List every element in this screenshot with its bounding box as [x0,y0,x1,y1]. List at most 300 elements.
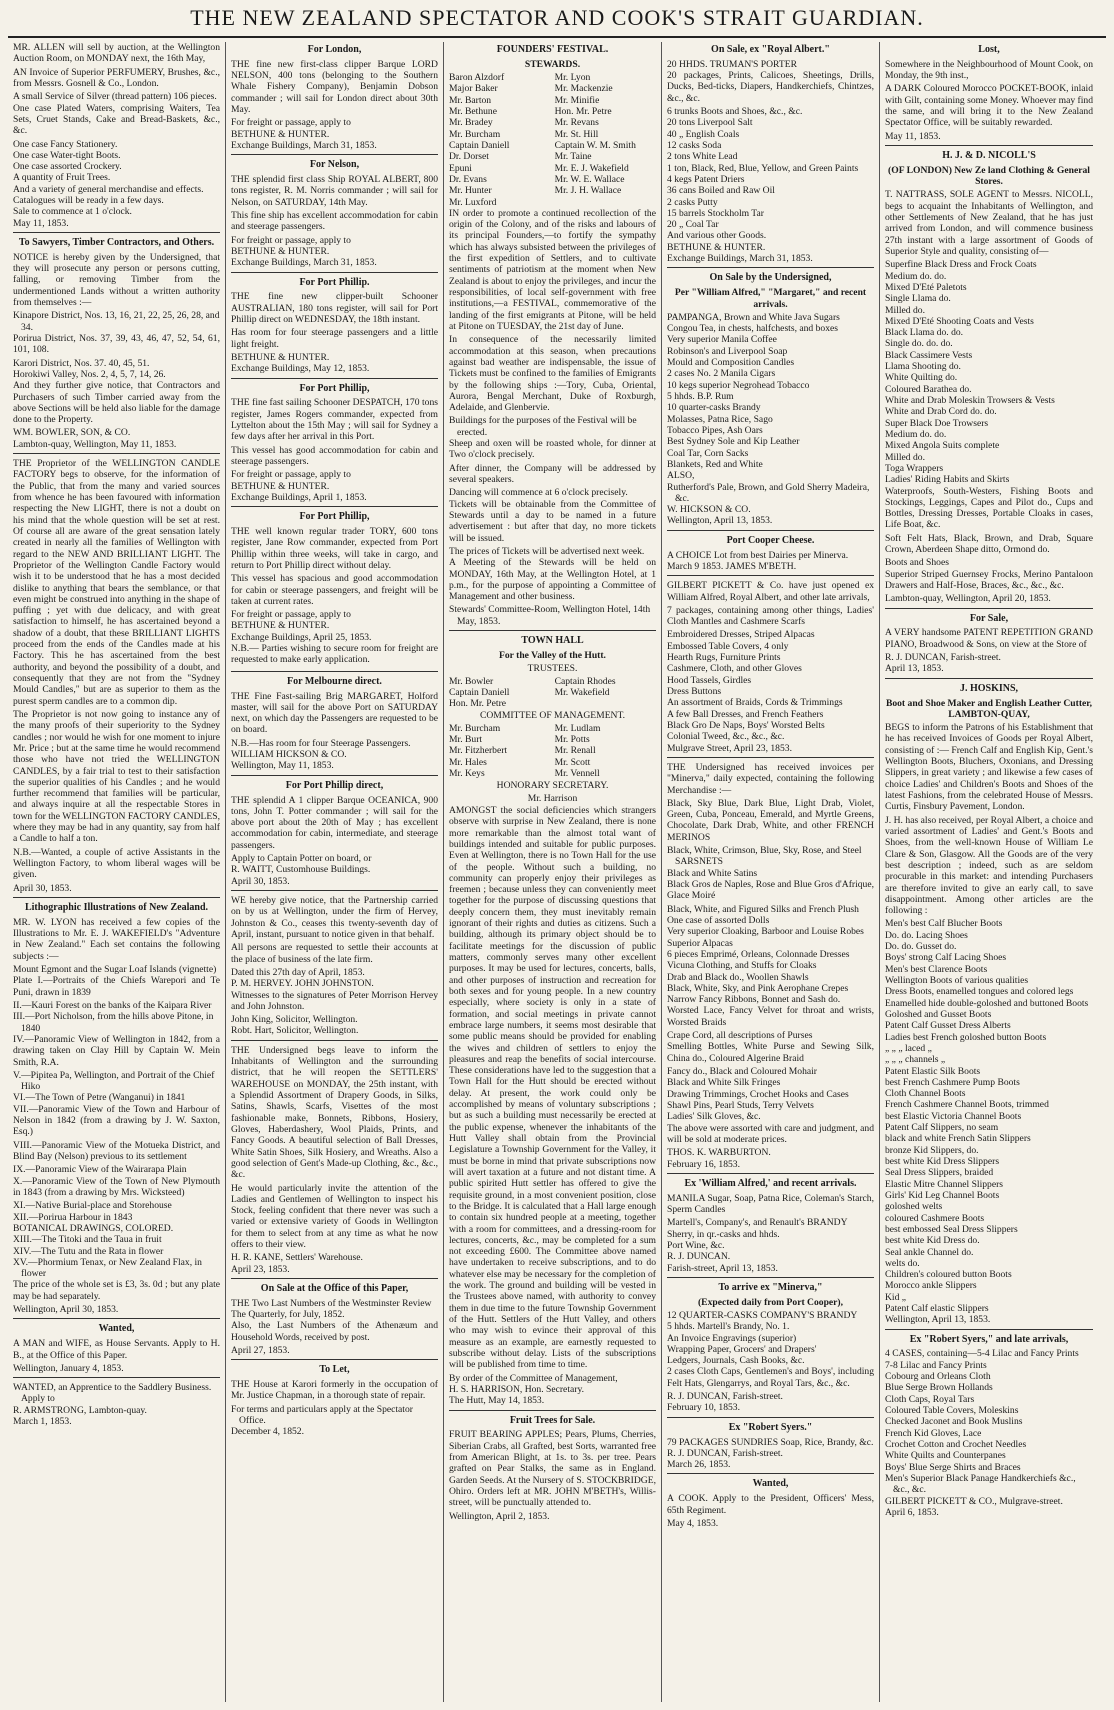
ad-text: R. J. DUNCAN, Farish-street. [885,652,1001,664]
ad-text: Blankets, Red and White [667,458,763,470]
steward-row [449,197,656,208]
ad-text: THE fine fast sailing Schooner DESPATCH, 170 tons register, James Rogers commander, expected from Lyttelton about the 15th May ; will sail for Sydney a few days after her arrival in this Port. [231,397,438,443]
ad-text: Men's best Clarence Boots [885,963,988,975]
ad-text: Embroidered Dresses, Striped Alpacas [667,629,815,641]
trustee-left: Mr. Bowler [449,675,494,687]
steward-left: Mr. Bethune [449,106,497,118]
ad-title: H. J. & D. NICOLL'S [942,149,1036,161]
ad-text: Cloth Caps, Royal Tars [885,1393,975,1405]
steward-row [449,185,656,196]
ad-text: Goloshed and Gusset Boots [885,1008,992,1020]
ad-text: Exchange Buildings, March 31, 1853. [231,257,377,269]
steward-right: Mr. W. E. Wallace [554,173,625,185]
advertisement [13,1382,220,1430]
advertisement [231,1364,438,1440]
ad-text: Ladies' Riding Habits and Skirts [885,474,1010,486]
advertisement [449,44,656,631]
advertisement [231,676,438,776]
ad-text: Ledgers, Journals, Cash Books, &c. [667,1355,805,1367]
ad-text: Patent Calf Slippers, no seam [885,1122,999,1134]
ad-text: February 16, 1853. [667,1158,741,1170]
advertisement [667,762,874,1174]
ad-text: 2 tons White Lead [667,151,738,163]
ad-text: This vessel has good accommodation for cabin and steerage passengers. [231,444,438,467]
ad-text: Mount Egmont and the Sugar Loaf Islands (vignette) [13,964,217,976]
steward-right [555,197,656,208]
ad-text: BETHUNE & HUNTER. [231,245,330,257]
ad-text: Mixed D'Eté Shooting Coats and Vests [885,315,1034,327]
ad-text: PAMPANGA, Brown and White Java Sugars [667,311,840,323]
ad-text: Seal Dress Slippers, braided [885,1167,994,1179]
ad-text: Worsted Lace, Fancy Velvet for throat and wrists, Worsted Braids [667,1005,874,1028]
ad-text: December 4, 1852. [231,1426,304,1438]
ad-text: N.B.—Wanted, a couple of active Assistants in the Wellington Factory, to whom liberal wages will be given. [13,846,220,881]
ad-text: H. S. HARRISON, Hon. Secretary. [449,1383,585,1395]
advertisement [667,580,874,758]
ad-text: Crochet Cotton and Crochet Needles [885,1438,1027,1450]
ad-text: Also, the Last Numbers of the Athenæum and Household Words, received by post. [231,1320,438,1343]
steward-right: Mr. Mackenzie [554,83,613,95]
ad-text: BETHUNE & HUNTER. [231,351,330,363]
ad-title: J. HOSKINS, [959,682,1019,694]
ad-text: April 30, 1853. [231,875,290,887]
ad-text: T. NATTRASS, SOLE AGENT to Messrs. NICOLL, begs to acquaint the Inhabitants of Wellington, and other Settlements of New Zealand, that he has just arrived from London, and will commence business 27th instant with a large assortment of Goods of Superior Style and quality, consisting of— [885,189,1093,257]
steward-right: Mr. J. H. Wallace [554,185,622,197]
ad-text: Enamelled hide double-goloshed and buttoned Boots [885,997,1089,1009]
ad-text: An Invoice Engravings (superior) [667,1332,797,1344]
ad-text: Dancing will commence at 6 o'clock precisely. [449,487,628,499]
ad-text: Cashmere, Cloth, and other Gloves [667,663,802,675]
ad-text: Best Sydney Sole and Kip Leather [667,436,800,448]
ad-text: Cobourg and Orleans Cloth [885,1371,991,1383]
ad-text: A Meeting of the Stewards will be held on MONDAY, 16th May, at the Wellington Hotel, at 1 p.m., for the purpose of appointing a Committee of Management and other business. [449,557,656,603]
ad-text: Single Llama do. [885,293,951,305]
ad-text: Port Wine, &c. [667,1239,725,1251]
ad-text: Wellington Boots of various qualities [885,975,1029,986]
advertisement [449,635,656,1410]
ad-text: 20 tons Liverpool Salt [667,117,753,129]
ad-text: VI.—The Town of Petre (Wanganui) in 1841 [13,1092,186,1104]
ad-text: „ „ „ laced „ [885,1042,932,1054]
ad-text: 36 cans Boiled and Raw Oil [667,185,775,197]
ad-text: Black Cassimere Vests [885,349,973,361]
committee-member-row [449,723,656,734]
ad-text: By order of the Committee of Management, [449,1372,618,1384]
ad-text: Plate I.—Portraits of the Chiefs Warepori and Te Puni, drawn in 1839 [13,975,220,998]
ad-text: March 26, 1853. [667,1459,731,1471]
ad-text: Coal Tar, Corn Sacks [667,447,749,459]
ad-text: Men's Superior Black Panage Handkerchiefs &c., &c., &c. [885,1472,1076,1496]
ad-text: Wellington, April 30, 1853. [13,1304,119,1316]
ad-text: R. WAITT, Customhouse Buildings. [231,864,371,876]
ad-text: One case Plated Waters, comprising Waiters, Tea Sets, Cruet Stands, Cake and Bread-Baskets, &c., &c. [13,102,220,137]
committee-member-left: Mr. Fitzherbert [449,745,508,757]
committee-member-left: Mr. Keys [449,768,485,780]
ad-text: best embossed Seal Dress Slippers [885,1223,1018,1235]
ad-text: This vessel has spacious and good accommodation for cabin or steerage passengers, and freight will be taken at current rates. [231,573,438,607]
committee-member-left: Mr. Burcham [449,722,501,734]
ad-text: Vicuna Clothing, and Stuffs for Cloaks [667,960,817,972]
ad-text: Robt. Hart, Solicitor, Wellington. [231,1025,359,1037]
ad-text: Llama Shooting do. [885,361,961,373]
ad-text: Superfine Black Dress and Frock Coats [885,259,1037,271]
ad-text: Black, Sky Blue, Dark Blue, Light Drab, Violet, Green, Cuba, Ponceau, Emerald, and Myrtle Greens, Chocolate, Dark Drab, White, and other FRENCH MERINOS [667,797,874,843]
ad-text: XI.—Native Burial-place and Storehouse [13,1200,172,1212]
steward-row [449,95,656,106]
ad-text: Do. do. Lacing Shoes [885,929,968,941]
ad-text: Wellington, April 13, 1853. [667,515,773,527]
ad-title: For Melbourne direct. [287,675,382,687]
steward-right: Hon. Mr. Petre [554,106,612,118]
ad-text: For freight or passage, apply to [231,469,351,481]
ad-text: 2 cases No. 2 Manila Cigars [667,368,776,380]
ad-text: Exchange Buildings, April 25, 1853. [231,631,372,643]
ad-text: THE Two Last Numbers of the Westminster Review [231,1297,432,1309]
ad-text: 12 casks Soda [667,139,722,151]
steward-right: Mr. Taine [554,151,592,163]
ad-text: 10 quarter-casks Brandy [667,402,761,414]
ad-text: 10 kegs superior Negrohead Tobacco [667,379,810,391]
steward-row [449,140,656,151]
ad-text: One case Fancy Stationery. [13,138,118,150]
advertisement [231,383,438,508]
ad-text: welts do. [885,1257,920,1269]
ad-text: Boys' strong Calf Lacing Shoes [885,952,1007,964]
ad-text: Hearth Rugs, Furniture Prints [667,652,781,664]
ad-text: For freight or passage, apply to [231,609,351,621]
trustee-right [555,698,656,709]
ad-text: Witnesses to the signatures of Peter Morrison Hervey and John Johnston. [231,989,438,1012]
advertisement [231,780,438,891]
ad-text: Kinapore District, Nos. 13, 16, 21, 22, 25, 26, 28, and 34. [13,310,220,333]
ad-text: French Kid Gloves, Lace [885,1427,982,1439]
ad-text: Men's best Calf Blucher Boots [885,918,1003,930]
ad-title: Lost, [978,44,1000,55]
advertisement [13,458,220,898]
ad-text: Stewards' Committee-Room, Wellington Hotel, 14th May, 1853. [449,604,651,627]
trustee-right: Mr. Wakefield [554,686,610,698]
ad-text: Somewhere in the Neighbourhood of Mount Cook, on Monday, the 9th inst., [885,58,1093,82]
steward-left: Mr. Burcham [449,128,501,140]
advertisement [885,44,1093,146]
ad-text: Sheep and oxen will be roasted whole, for dinner at Two o'clock precisely. [449,438,656,461]
ad-text: The above were assorted with care and judgment, and will be sold at moderate prices. [667,1122,874,1145]
ad-text: Hood Tassels, Girdles [667,674,752,686]
steward-row [449,106,656,117]
advertisement [13,902,220,1319]
advertisement [667,1422,874,1475]
advertisement [231,1283,438,1360]
ad-text: Narrow Fancy Ribbons, Bonnet and Sash do. [667,994,841,1006]
committee-member-row [449,768,656,779]
ad-text: black and white French Satin Slippers [885,1133,1031,1145]
ad-text: Wellington, April 13, 1853. [885,1314,991,1326]
ad-text: Very superior Manila Coffee [667,334,777,346]
ad-text: Milled do. [885,304,925,316]
ad-text: All persons are requested to settle their accounts at the place of business of the late firm. [231,942,438,965]
ad-text: Sale to commence at 1 o'clock. [13,206,132,218]
ad-text: THE well known regular trader TORY, 600 tons register, Jane Row commander, expected from Port Phillip within three weeks, will take in cargo, and return to Port Phillip direct without delay. [231,525,438,571]
ad-title: For London, [307,44,362,55]
ad-text: An assortment of Braids, Cords & Trimmings [667,697,843,709]
steward-right: Mr. E. J. Wakefield [554,162,629,174]
ad-text: VII.—Panoramic View of the Town and Harbour of Nelson in 1842 (from a drawing by J. W. Saxton, Esq.) [13,1103,220,1138]
ad-text: GILBERT PICKETT & Co. have just opened ex William Alfred, Royal Albert, and other late arrivals, [667,580,874,603]
ad-text: Wellington, May 11, 1853. [231,760,334,772]
ad-text: WE hereby give notice, that the Partnership carried on by us at Wellington, under the firm of Hervey, Johnston & Co., ceases this twenty-seventh day of April, instant, pursuant to notice given in that behalf. [231,895,438,940]
ad-text: NOTICE is hereby given by the Undersigned, that they will prosecute any person or persons cutting, falling, or removing Timber from the undermentioned Lands without a written authority from themselves :— [13,251,220,309]
ad-title: Port Cooper Cheese. [726,534,815,546]
ad-text: IX.—Panoramic View of the Wairarapa Plain [13,1164,187,1176]
steward-left: Epuni [449,162,472,174]
ad-text: The price of the whole set is £3, 3s. 0d ; but any plate may be had separately. [13,1279,220,1302]
ad-text: 2 cases Cloth Caps, Gentlemen's and Boys', including Felt Hats, Glengarrys, and Royal Tars, &c., &c. [667,1366,874,1389]
trustees-heading: TRUSTEES. [527,663,578,675]
ad-title: To Let, [319,1364,350,1376]
ad-text: V.—Pipitea Pa, Wellington, and Portrait of the Chief Hiko [13,1069,215,1093]
ad-text: GILBERT PICKETT & CO., Mulgrave-street. [885,1495,1063,1507]
ad-text: Buildings for the purposes of the Festival will be erected. [449,415,637,438]
ad-text: Wellington, January 4, 1853. [13,1362,124,1374]
ad-text: THE fine new clipper-built Schooner AUSTRALIAN, 180 tons register, will sail for Port Phillip direct on WEDNESDAY, the 18th instant. [231,291,438,326]
ad-text: A CHOICE Lot from best Dairies per Minerva. [667,549,849,561]
ad-text: Mould and Composition Candles [667,357,795,369]
steward-right: Mr. Lyon [554,72,591,84]
ad-text: Ladies best French goloshed button Boots [885,1031,1047,1043]
ad-text: Black and White Satins [667,867,758,879]
ad-text: Apply to Captain Potter on board, or [231,853,372,865]
ad-title: To Sawyers, Timber Contractors, and Others. [18,237,215,248]
ad-text: WM. BOWLER, SON, & CO. [13,427,131,439]
ad-text: Karori District, Nos. 37. 40, 45, 51. [13,357,150,369]
advertisement [231,159,438,272]
ad-text: And they further give notice, that Contractors and Purchasers of such Timber carried away from the above Sections will be held also liable for the damage done to the Property. [13,380,221,426]
column-1 [8,42,226,1702]
ad-text: R. J. DUNCAN. [667,1251,731,1263]
ad-text: THE fine new first-class clipper Barque LORD NELSON, 400 tons (belonging to the Southern Whale Fishery Company), Benjamin Dobson commander ; will sail for London direct about 30th May. [231,58,438,116]
ad-title: For Port Phillip direct, [285,779,384,791]
advertisement [667,272,874,530]
ad-text: IV.—Panoramic View of Wellington in 1842, from a drawing taken on Clay Hill by Captain W. Mein Smith, R.A. [13,1033,220,1068]
ad-text: Boots and Shoes [885,557,949,569]
committee-member-right: Mr. Vennell [554,768,600,780]
ad-text: Black Llama do. do. [885,327,964,339]
ad-text: THE Undersigned has received invoices per "Minerva," daily expected, containing the following Merchandise :— [667,761,874,796]
ad-text: P. M. HERVEY. JOHN JOHNSTON. [231,978,374,990]
ad-text: XIII.—The Titoki and the Taua in fruit [13,1234,162,1246]
advertisement [13,237,220,454]
steward-right: Mr. Revans [554,117,599,129]
ad-text: R. J. DUNCAN, Farish-street. [667,1391,783,1403]
ad-text: Molasses, Patna Rice, Sago [667,413,773,425]
ad-title: For Sale, [969,612,1009,624]
ad-title: Wanted, [98,1323,135,1335]
ad-text: best white Kid Dress Slippers [885,1156,1000,1167]
ad-text: Blue Serge Brown Hollands [885,1382,993,1394]
advertisement [885,1334,1093,1521]
ad-text: 6 pieces Emprimé, Orleans, Colonnade Dresses [667,948,850,960]
advertisement [885,150,1093,609]
ad-text: 20 packages, Prints, Calicoes, Sheetings, Drills, Ducks, Bed-ticks, Diapers, Handkerchiefs, Chintzes, &c., &c. [667,70,874,104]
ad-text: Milled do. [885,451,925,463]
ad-text: W. HICKSON & CO. [667,504,751,516]
ad-title: On Sale by the Undersigned, [709,272,832,284]
steward-right: Mr. St. Hill [554,128,599,140]
ad-text: best Elastic Victoria Channel Boots [885,1110,1022,1122]
ad-text: Exchange Buildings, March 31, 1853. [231,139,377,151]
advertisement [667,1178,874,1278]
ad-text: White and Drab Moleskin Trowsers & Vests [885,395,1055,407]
ad-text: A quantity of Fruit Trees. [13,172,111,184]
ad-text: N.B.—Has room for four Steerage Passengers. [231,737,411,749]
steward-right: Mr. Minifie [554,94,600,106]
ad-subtitle: STEWARDS. [524,58,581,70]
ad-text: White Quilts and Counterpanes [885,1450,1006,1462]
steward-left: Dr. Evans [449,173,487,185]
ad-text: John King, Solicitor, Wellington. [231,1014,358,1026]
ad-text: THE Fine Fast-sailing Brig MARGARET, Holford master, will sail for the above Port on SATURDAY next, on which day the Passengers are requested to be on board. [231,690,438,736]
ad-text: THE splendid A 1 clipper Barque OCEANICA, 900 tons, John T. Potter commander ; will sail for the above port about the 20th of May ; has excellent accommodation for cabin, intermediate, and steerage passengers. [231,794,438,851]
ad-title: To arrive ex "Minerva," [718,1281,823,1293]
ad-text: 7-8 Lilac and Fancy Prints [885,1359,987,1371]
ad-text: MR. ALLEN will sell by auction, at the Wellington Auction Room, on MONDAY next, the 16th May, [13,42,220,65]
ad-text: One case Water-tight Boots. [13,149,121,161]
ad-title: Lithographic Illustrations of New Zealand. [24,901,209,913]
ad-subtitle: For the Valley of the Hutt. [499,649,606,661]
advertisement [231,895,438,1041]
ad-text: Shawl Pins, Pearl Studs, Terry Velvets [667,1099,814,1111]
ad-text: AN Invoice of Superior PERFUMERY, Brushes, &c., from Messrs. Gosnell & Co., London. [13,66,220,89]
committee-member-right: Mr. Renall [554,745,596,757]
ad-text: A COOK. Apply to the President, Officers' Mess, 65th Regiment. [667,1493,874,1516]
ad-text: best white Kid Dress do. [885,1235,980,1247]
ad-text: Congou Tea, in chests, halfchests, and boxes [667,323,839,335]
ad-text: THE splendid first class Ship ROYAL ALBERT, 800 tons register, R. M. Norris commander ; will sail for Nelson, on SATURDAY, 14th May. [231,174,438,208]
ad-subtitle: (Expected daily from Port Cooper), [697,1296,844,1308]
secretary-heading: HONORARY SECRETARY. [496,780,609,792]
ad-text: Exchange Buildings, April 1, 1853. [231,491,367,503]
ad-text: 20 HHDS. TRUMAN'S PORTER [667,58,797,70]
ad-text: 4 kegs Patent Driers [667,173,745,185]
ad-title: Ex "Robert Syers," and late arrivals, [909,1333,1069,1345]
ad-text: Black Gro De Naps, Boys' Worsted Belts [667,719,825,731]
ad-text: French Cashmere Channel Boots, trimmed [885,1099,1049,1111]
ad-text: Medium do. do. [885,270,947,282]
ad-text: Superior Alpacas [667,937,733,949]
ad-text: Porirua District, Nos. 37, 39, 43, 46, 47, 52, 54, 61, 101, 108. [13,332,220,356]
steward-row [449,83,656,94]
trustee-row [449,687,656,698]
secretary-name: Mr. Harrison [527,792,578,804]
ad-text: Kid „ [885,1291,907,1303]
ad-text: Exchange Buildings, March 31, 1853. [667,253,813,265]
ad-text: Cloth Channel Boots [885,1088,966,1100]
ad-subtitle: Boot and Shoe Maker and English Leather Cutter, LAMBTON-QUAY, [885,697,1093,720]
columns [0,38,1114,1702]
steward-row [449,117,656,128]
steward-left: Captain Daniell [449,139,510,151]
ad-text: XII.—Porirua Harbour in 1843 [13,1211,133,1223]
steward-right: Captain W. M. Smith [554,139,636,151]
ad-text: Embossed Table Covers, 4 only [667,640,789,652]
column-2 [226,42,444,1702]
advertisement [667,1282,874,1418]
advertisement [231,277,438,379]
advertisement [13,1323,220,1378]
ad-text: X.—Panoramic View of the Town of New Plymouth in 1843 (from a drawing by Mrs. Wicksteed) [13,1175,220,1198]
committee-member-row [449,734,656,745]
steward-left: Mr. Bradey [449,117,493,129]
ad-text: BOTANICAL DRAWINGS, COLORED. [13,1222,174,1234]
ad-text: R. ARMSTRONG, Lambton-quay. [13,1404,147,1416]
ad-title: For Port Phillip. [299,276,370,288]
committee-member-right: Mr. Ludlam [554,722,601,734]
ad-text: And various other Goods. [667,230,767,242]
ad-subtitle: Per "William Alfred," "Margaret," and recent arrivals. [674,287,867,310]
ad-text: 1 ton, Black, Red, Blue, Yellow, and Green Paints [667,162,859,174]
ad-text: For freight or passage, apply to [231,117,351,129]
ad-text: Martell's, Company's, and Renault's BRANDY [667,1217,848,1229]
ad-text: Black, White, Crimson, Blue, Sky, Rose, and Steel SARSNETS [667,845,862,868]
ad-text: April 23, 1853. [231,1263,290,1275]
ad-title: For Port Phillip, [299,382,370,394]
ad-title: On Sale at the Office of this Paper, [260,1283,409,1295]
trustee-row [449,698,656,709]
ad-text: Dated this 27th day of April, 1853. [231,966,365,978]
ad-text: AMONGST the social deficiencies which strangers observe with surprise in New Zealand, there is none more remarkable than the almost total want of buildings intended and suitable for public purposes. Even at Wellington, there is no Town Hall for the use of the people. Without such a building, no community can properly enjoy their privileges as freemen ; because unless they can conveniently meet together for the purpose of discussing questions that deeply concern them, they must inevitably remain ignorant of their rights and duties as citizens. Such a building, although its primary object should be to facilitate meetings for the discussion of public matters, commonly serves many other excellent purposes. It may be used for lectures, concerts, balls, and other purposes of instruction and recreation for both sexes and for young people. In a new country especially, where society is only in a state of formation, and social meetings in private cannot embrace large numbers, it seems most desirable that some public means should be provided for enabling the wives and children of settlers to enjoy the pleasures and reap the benefits of social intercourse. These considerations have led to the suggestion that a Town Hall for the Hutt should be erected without delay. At present, the work could only be accomplished by means of voluntary subscriptions ; but as such a building must necessarily be erected at the public expense, whenever the inhabitants of the Hutt Valley shall obtain from the Provincial Legislature a Township Government for the Valley, it must be borne in mind that private subscriptions now will avert taxation at a future and not distant time. A public spirited Hutt settler has offered to give the requisite ground, in a most convenient position, close to the Bridge. It is calculated that a Hall large enough to contain six hundred people at a meeting, together with a room for committees, and a dressing-room for lectures, concerts, &c., may be completed for a sum not exceeding £600. The Committee above named have undertaken to receive subscriptions, and to do whatever else may be necessary for the completion of the work. The ground and building will be vested in the Trustees above named, with authority to convey them in due time to the future Township Government of the Hutt. Settlers of the Hutt Valley, and others who may wish to evince their approval of this measure as an example, are earnestly requested to subscribe without delay. Lists of the subscriptions will be published from time to time. [449,804,656,1371]
ad-text: Exchange Buildings, May 12, 1853. [231,363,370,375]
ad-title: Wanted, [752,1478,789,1490]
ad-text: One case assorted Crockery. [13,161,122,173]
ad-text: The Proprietor is not now going to instance any of the many proofs of their superiority to the Sydney candles ; nor would he wish for one moment to injure Mr. Price ; but at the same time he would recommend those who have not tried the WELLINGTON CANDLES, by a fair trial to test to their satisfaction the superior qualities of his Candles ; and he would further recommend that families will be particular, and always inquire at all the respectable Stores in town for the WELLINGTON FACTORY CANDLES, where they may be had in any quantity, say from half a Candle to half a ton. [13,708,220,845]
ad-text: MANILA Sugar, Soap, Patna Rice, Coleman's Starch, Sperm Candles [667,1192,874,1215]
ad-text: Single do. do. do. [885,338,953,350]
ad-text: bronze Kid Slippers, do. [885,1144,979,1156]
ad-text: May 4, 1853. [667,1517,719,1529]
committee-member-left: Mr. Burt [449,734,483,746]
ad-subtitle: (OF LONDON) New Ze land Clothing & General Stores. [888,164,1090,188]
advertisement [667,44,874,268]
masthead: THE NEW ZEALAND SPECTATOR AND COOK'S STRAIT GUARDIAN. [8,0,1106,38]
ad-title: On Sale, ex "Royal Albert." [711,44,830,55]
ad-text: Patent Calf elastic Slippers [885,1303,989,1315]
ad-text: H. R. KANE, Settlers' Warehouse. [231,1252,363,1264]
steward-left: Mr. Hunter [449,185,492,197]
ad-text: Rutherford's Pale, Brown, and Gold Sherry Madeira, &c. [667,481,870,504]
steward-row [449,174,656,185]
ad-text: The Quarterly, for July, 1852. [231,1309,345,1321]
ad-text: March 1, 1853. [13,1416,72,1428]
ad-text: R. J. DUNCAN, Farish-street. [667,1447,783,1459]
ad-text: BETHUNE & HUNTER. [667,241,766,253]
trustee-row [449,676,656,687]
ad-text: Patent Elastic Silk Boots [885,1065,981,1077]
ad-text: Drab and Black do., Woollen Shawls [667,971,809,983]
steward-row [449,129,656,140]
ad-title: Ex "Robert Syers." [728,1421,813,1433]
steward-left: Mr. Luxford [449,196,497,208]
ad-text: J. H. has also received, per Royal Albert, a choice and varied assortment of Ladies' and Gent.'s Boots and Shoes, from the well-known House of William Le Clare & Son, Glasgow. All the Goods are of the very best description ; indeed, such as are seldom procurable in this market: and intending Purchasers are therefore invited to give an early call, to save disappointment. Among other articles are the following : [885,814,1093,917]
ad-text: THOS. K. WARBURTON. [667,1147,771,1159]
steward-row [449,163,656,174]
ad-text: Lambton-quay, Wellington, May 11, 1853. [13,438,177,450]
ad-text: 20 „ Coal Tar [667,219,719,231]
committee-member-left: Mr. Hales [449,756,487,768]
advertisement [885,613,1093,679]
advertisement [667,1478,874,1532]
ad-text: Black and White Silk Fringes [667,1077,781,1089]
steward-row [449,72,656,83]
